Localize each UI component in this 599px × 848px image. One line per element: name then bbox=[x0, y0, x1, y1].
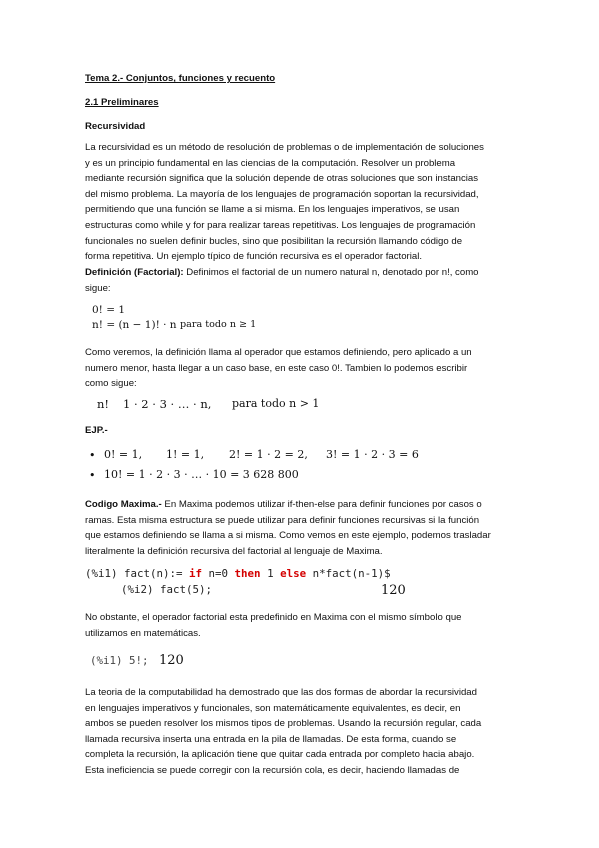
definition-line bbox=[85, 265, 517, 281]
math-def-line2: n! = (n − 1)! · n bbox=[92, 319, 177, 331]
text-line: como sigue: bbox=[85, 378, 137, 390]
math-def-line1: 0! = 1 bbox=[92, 304, 126, 316]
examples-label: EJP.- bbox=[85, 425, 108, 436]
text-line: en lenguajes imperativos y funcionales, son matemáticamente equivalentes, es decir, en bbox=[85, 702, 461, 714]
paragraph-predefined bbox=[85, 610, 517, 641]
example-3-factorial: 3! = 1 · 2 · 3 = 6 bbox=[326, 448, 419, 461]
example-1-factorial: 1! = 1, bbox=[166, 448, 205, 461]
example-0-factorial: 0! = 1, bbox=[104, 448, 143, 461]
keyword-then: then bbox=[234, 567, 261, 580]
maxima-label: Codigo Maxima.- bbox=[85, 499, 162, 510]
math-alt-lhs: n! bbox=[97, 397, 110, 411]
keyword-if: if bbox=[189, 567, 203, 580]
definition-line-2: sigue: bbox=[85, 282, 111, 294]
definition-block bbox=[85, 265, 517, 296]
text-line: del mismo problema. La mayoría de los lenguajes de programación soportan la recursividad, bbox=[85, 188, 479, 200]
subsection-heading: Recursividad bbox=[85, 121, 146, 132]
text-line: numero menor, hasta llegar a un caso base, en este caso 0!. Tambien lo podemos escribir bbox=[85, 362, 468, 374]
code-line-1 bbox=[85, 567, 391, 580]
math-alt-rhs: 1 · 2 · 3 · … · n, bbox=[123, 397, 212, 411]
example-2-factorial: 2! = 1 · 2 = 2, bbox=[229, 448, 308, 461]
text-line: La teoria de la computabilidad ha demostrado que las dos formas de abordar la recursividad bbox=[85, 687, 477, 698]
text-line: funcionales no suelen definir bucles, sino que posibilitan la recursión llamando código de bbox=[85, 235, 463, 247]
maxima-paragraph bbox=[85, 497, 517, 559]
section-heading: 2.1 Preliminares bbox=[85, 97, 159, 108]
maxima-line bbox=[85, 497, 517, 513]
text-line: forma repetitiva. Un ejemplo típico de función recursiva es el operador factorial. bbox=[85, 251, 423, 263]
bullet-1: • bbox=[89, 449, 96, 462]
text-line: utilizamos en matemáticas. bbox=[85, 627, 201, 639]
keyword-else: else bbox=[280, 567, 307, 580]
text-line: que estamos definiendo se llama a si misma. Como vemos en este ejemplo, podemos trasladar bbox=[85, 530, 491, 542]
bullet-2: • bbox=[89, 469, 96, 482]
text-line: estructuras como while y for para realizar tareas repetitivas. Los lenguajes de programación bbox=[85, 219, 476, 231]
code2-result: 120 bbox=[159, 653, 184, 668]
code-line-2: (%i2) fact(5); bbox=[121, 583, 213, 596]
example-10-factorial: 10! = 1 · 2 · 3 · … · 10 = 3 628 800 bbox=[104, 468, 299, 481]
definition-label: Definición (Factorial): bbox=[85, 267, 184, 278]
text-line: ambos se pueden resolver los mismos tipos de problemas. Usando la recursión regular, cada bbox=[85, 718, 482, 730]
code-else-value: n*fact(n-1)$ bbox=[306, 567, 391, 580]
topic-heading: Tema 2.- Conjuntos, funciones y recuento bbox=[85, 73, 276, 84]
math-alt-condition: para todo n > 1 bbox=[232, 397, 320, 410]
text-line: completa la recursión, la aplicación tiene que quitar cada entrada por completo hacia abajo. bbox=[85, 749, 475, 761]
definition-text: Definimos el factorial de un numero natural n, denotado por n!, como bbox=[183, 267, 479, 278]
text-line: llamada recursiva inserta una entrada en la pila de llamadas. De esta forma, cuando se bbox=[85, 733, 457, 745]
code-condition: n=0 bbox=[202, 567, 235, 580]
paragraph-computability bbox=[85, 685, 517, 779]
text-line: permitiendo que una función se llame a si misma. En los lenguajes imperativos, se usan bbox=[85, 204, 460, 216]
code2-prompt: (%i1) 5!; bbox=[90, 654, 149, 667]
paragraph-explanation bbox=[85, 345, 517, 392]
paragraph-intro bbox=[85, 140, 517, 265]
maxima-text: En Maxima podemos utilizar if-then-else para definir funciones por casos o bbox=[161, 499, 482, 510]
text-line: mediante recursión significa que la solución depende de otras soluciones que son instancias bbox=[85, 173, 479, 185]
text-line: literalmente la definición recursiva del factorial al lenguaje de Maxima. bbox=[85, 545, 383, 557]
code-then-value: 1 bbox=[260, 567, 281, 580]
code-result: 120 bbox=[381, 583, 406, 598]
text-line: Esta ineficiencia se puede corregir con la recursión cola, es decir, haciendo llamadas de bbox=[85, 764, 460, 776]
text-line: y es un principio fundamental en las ciencias de la computación. Resolver un problema bbox=[85, 157, 456, 169]
code-prompt: (%i1) fact(n):= bbox=[85, 567, 190, 580]
text-line: Como veremos, la definición llama al operador que estamos definiendo, pero aplicado a un bbox=[85, 347, 472, 358]
math-def-condition: para todo n ≥ 1 bbox=[180, 319, 257, 330]
text-line: No obstante, el operador factorial esta predefinido en Maxima con el mismo símbolo que bbox=[85, 612, 462, 623]
text-line: ramas. Esta misma estructura se puede utilizar para definir funciones recursivas si la función bbox=[85, 514, 480, 526]
text-line: La recursividad es un método de resolución de problemas o de implementación de soluciones bbox=[85, 142, 484, 153]
